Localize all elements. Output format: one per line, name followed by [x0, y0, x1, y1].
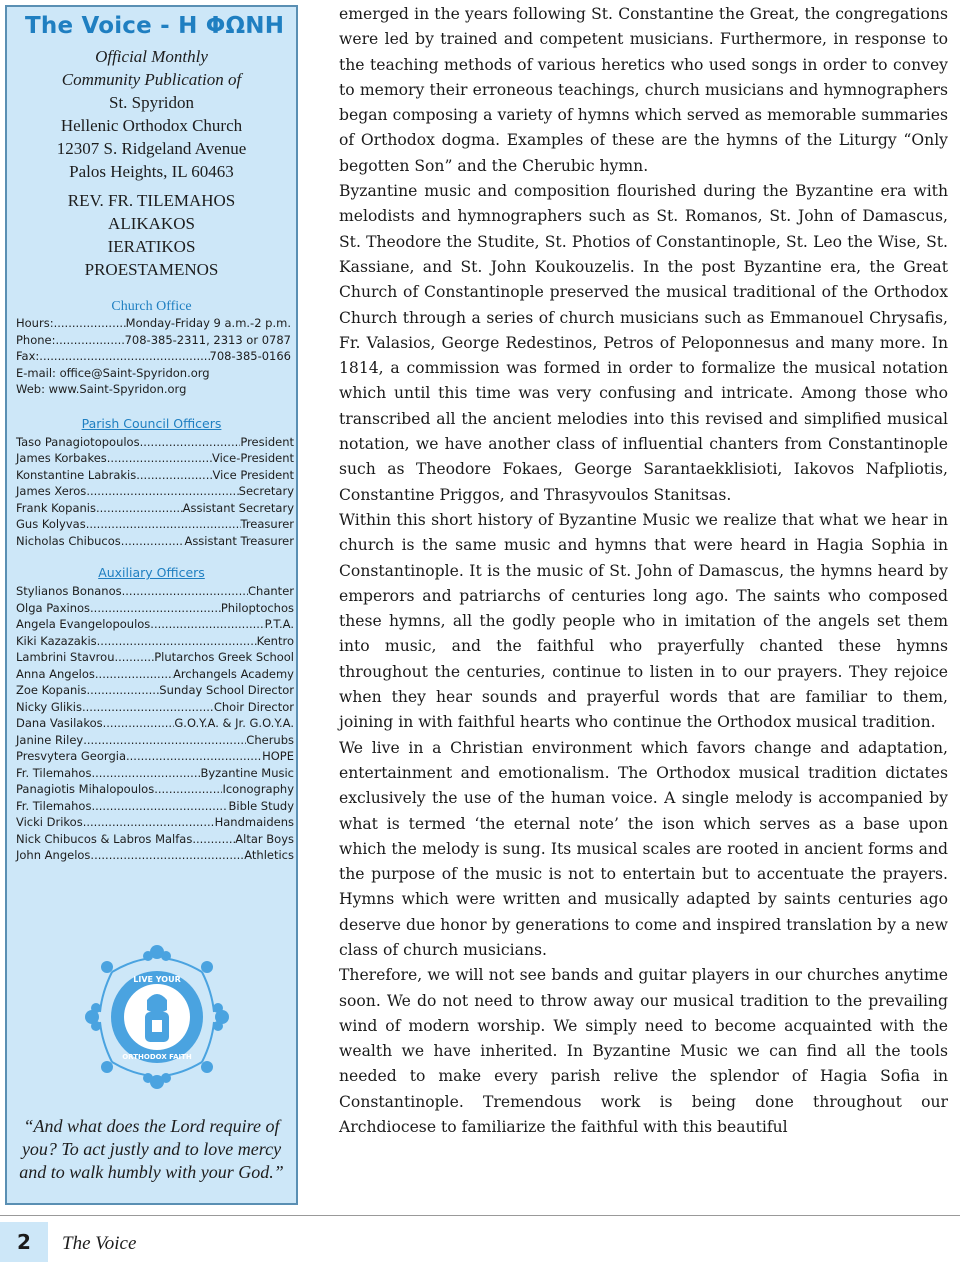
article-body [339, 2, 948, 1140]
article-paragraph: Within this short history of Byzantine Music we realize that what we hear in church is the same music and hymns that were heard in Hagia Sophia in Constantinople. It is the music of St. John of Damascus, the hymns heard by emperors and patriarchs of centuries long ago. The saints who composed these hymns, all the godly people who in imitation of the angels set them into music, and the faithful who prayerfully chanted these hymns throughout the centuries, continue to listen in to our prayers. They rejoice when they hear sounds and prayerful words that are familiar to them, joining in with faithful hearts who continue the Orthodox musical tradition. [339, 510, 948, 732]
leader-dots [136, 467, 212, 484]
publication-description [7, 45, 296, 91]
officer-row [16, 600, 294, 617]
address-line: 12307 S. Ridgeland Avenue [56, 139, 247, 158]
leader-dots [97, 633, 257, 650]
label: Fax: [16, 349, 40, 363]
officer-role: Choir Director [213, 699, 294, 714]
leader-dots [54, 315, 126, 332]
label: Phone: [16, 332, 56, 347]
officer-name: Frank Kopanis [16, 500, 96, 515]
officer-row [16, 732, 294, 749]
svg-text:ORTHODOX FAITH: ORTHODOX FAITH [122, 1053, 192, 1061]
officer-row [16, 748, 294, 765]
officer-role: Kentro [256, 633, 294, 648]
officer-role: Altar Boys [235, 831, 294, 846]
officer-name: Kiki Kazazakis [16, 633, 97, 648]
officer-role: Sunday School Director [159, 683, 294, 697]
page-number: 2 [0, 1222, 48, 1262]
council-list [7, 434, 296, 550]
article-paragraph: Therefore, we will not see bands and guitar players in our churches anytime soon. We do not need to throw away our musical tradition to the prevailing wind of modern worship. We simply need to become acquainted with the wealth we have inherited. In Byzantine Music we can find all the tools needed to make every parish relive the splendor of Hagia Sofia in Constantinople. Tremendous work is being done throughout our Archdiocese to familiarize the faithful with this beautiful [339, 966, 948, 1137]
officer-name: Presvytera Georgia [16, 749, 126, 763]
officer-row [16, 814, 294, 831]
officer-role: Vice President [212, 467, 294, 482]
officer-name: Nick Chibucos & Labros Malfas [16, 831, 193, 846]
officer-row [16, 483, 294, 500]
priest-line: IERATIKOS [107, 237, 196, 256]
office-email[interactable]: E-mail: office@Saint-Spyridon.org [16, 365, 210, 380]
publication-title: The Voice - Η ΦΩΝΗ [25, 13, 285, 39]
officer-name: Panagiotis Mihalopoulos [16, 782, 155, 796]
officer-row [16, 434, 294, 451]
office-phone [16, 332, 291, 349]
officer-role: HOPE [262, 749, 294, 763]
leader-dots [91, 798, 228, 815]
leader-dots [90, 600, 221, 617]
leader-dots [96, 500, 183, 517]
leader-dots [39, 348, 209, 365]
parish-council-heading: Parish Council Officers [81, 415, 222, 431]
leader-dots [56, 332, 125, 349]
leader-dots [121, 533, 185, 550]
publication-line: Community Publication of [61, 70, 242, 89]
priest-line: PROESTAMENOS [84, 260, 219, 279]
officer-role: Assistant Secretary [182, 500, 294, 515]
footer-divider [0, 1215, 960, 1216]
officer-role: Athletics [244, 848, 294, 862]
svg-text:LIVE YOUR: LIVE YOUR [133, 975, 181, 984]
scripture-quote: “And what does the Lord require of you? To act justly and to love mercy and to walk humbly with your God.” [19, 1116, 284, 1182]
officer-role: Chanter [248, 584, 294, 598]
leader-dots [103, 715, 175, 732]
leader-dots [83, 814, 215, 831]
officer-name: Vicki Drikos [16, 815, 83, 829]
officer-name: Dana Vasilakos [16, 716, 103, 730]
officer-name: Stylianos Bonanos [16, 584, 122, 598]
priest-line: REV. FR. TILEMAHOS [67, 191, 236, 210]
leader-dots [107, 450, 212, 467]
officer-row [16, 798, 294, 815]
officer-role: President [240, 434, 294, 449]
office-fax [16, 348, 291, 365]
church-address [7, 91, 296, 183]
leader-dots [126, 748, 262, 765]
leader-dots [150, 616, 264, 633]
officer-name: Olga Paxinos [16, 600, 91, 615]
officer-role: Philoptochos [220, 600, 294, 615]
leader-dots [83, 732, 246, 749]
leader-dots [91, 765, 200, 782]
officer-name: Fr. Tilemahos [16, 798, 92, 813]
officer-role: Archangels Academy [173, 666, 294, 681]
officer-name: Fr. Tilemahos [16, 765, 92, 780]
officer-name: James Xeros [16, 484, 87, 498]
leader-dots [82, 699, 214, 716]
value: Monday-Friday 9 a.m.-2 p.m. [125, 316, 291, 330]
officer-name: Zoe Kopanis [16, 683, 87, 697]
officer-name: Gus Kolyvas [16, 517, 86, 531]
officer-row [16, 533, 294, 550]
office-hours [16, 315, 291, 332]
officer-role: Assistant Treasurer [184, 533, 294, 548]
officer-name: Taso Panagiotopoulos [16, 434, 140, 449]
officer-role: Bible Study [228, 798, 294, 813]
publication-line: Official Monthly [95, 47, 208, 66]
auxiliary-list [7, 583, 296, 864]
church-office-heading: Church Office [111, 299, 192, 314]
leader-dots [86, 682, 159, 699]
officer-name: Lambrini Stavrou [16, 650, 115, 664]
officer-role: Treasurer [240, 517, 294, 531]
auxiliary-officers-heading: Auxiliary Officers [98, 565, 205, 580]
officer-role: Handmaidens [214, 815, 294, 829]
office-web[interactable]: Web: www.Saint-Spyridon.org [16, 382, 187, 396]
leader-dots [90, 847, 244, 864]
officer-role: Byzantine Music [200, 765, 294, 780]
footer-publication-title: The Voice [62, 1233, 137, 1254]
officer-row [16, 682, 294, 699]
officer-name: John Angelos [16, 848, 91, 862]
officer-name: James Korbakes [16, 451, 107, 465]
officer-name: Nicholas Chibucos [16, 533, 121, 548]
officer-row [16, 450, 294, 467]
leader-dots [140, 434, 241, 451]
officer-row [16, 699, 294, 716]
leader-dots [86, 516, 241, 533]
priest-line: ALIKAKOS [108, 214, 195, 233]
officer-role: Plutarchos Greek School [154, 650, 294, 664]
sidebar-panel [5, 5, 298, 1205]
leader-dots [192, 831, 235, 848]
officer-row [16, 831, 294, 848]
value: 708-385-0166 [209, 349, 291, 363]
officer-name: Angela Evangelopoulos [16, 617, 151, 631]
label: Hours: [16, 316, 54, 330]
officer-role: Vice-President [212, 451, 294, 465]
address-line: Hellenic Orthodox Church [60, 116, 243, 135]
article-paragraph: Byzantine music and composition flourished during the Byzantine era with melodists and hymnographers such as St. Romanos, St. John of Damascus, St. Theodore the Studite, St. Photios of Constantinople, St. Leo the Wise, St. Kassiane, and St. John Koukouzelis. In the post Byzantine era, the Great Church of Constantinople preserved the musical traditional of the Orthodox Church through a series of church musicians such as Emmanouel Chrysafis, Fr. Valasios, George Redestinos, Petros of Peloponnesus and many more. In 1814, a commission was formed in order to formalize the musical notation which until this time was very confusing and intricate. Among those who transcribed all the ancient melodies into this revised and simplified musical notation, we have another class of influential chanters from Constantinople such as Theodore Fokaes, George Sarantaekklisioti, Iakovos Nafpliotis, Constantine Priggos, and Thrasyvoulos Stanitsas. [339, 182, 948, 504]
officer-role: P.T.A. [264, 617, 294, 631]
leader-dots [114, 649, 154, 666]
officer-row [16, 649, 294, 666]
value: 708-385-2311, 2313 or 0787 [124, 332, 291, 347]
article-paragraph: emerged in the years following St. Constantine the Great, the congregations were led by trained and competent musicians. Furthermore, in response to the teaching methods of various heretics who used songs in order to convey to memory their erroneous teachings, church musicians and hymnographers began composing a variety of hymns which served as memorable summaries of Orthodox dogma. Examples of these are the hymns of the Liturgy “Only begotten Son” and the Cherubic hymn. [339, 5, 948, 175]
officer-role: Cherubs [246, 732, 294, 747]
officer-row [16, 616, 294, 633]
leader-dots [95, 666, 173, 683]
address-line: Palos Heights, IL 60463 [69, 162, 234, 181]
officer-row [16, 633, 294, 650]
officer-role: G.O.Y.A. & Jr. G.O.Y.A. [174, 716, 294, 730]
officer-row [16, 500, 294, 517]
officer-row [16, 467, 294, 484]
officer-role: Iconography [222, 782, 294, 796]
officer-row [16, 583, 294, 600]
article-paragraph: We live in a Christian environment which favors change and adaptation, entertainment and emotionalism. The Orthodox musical tradition dictates exclusively the use of the human voice. A single melody is accompanied by what is termed ‘the eternal note’ the ison which serves as a base upon which the melody is sung. Its musical scales are rooted in ancient forms and the purpose of the music is not to entertain but to accentuate the prayers. Hymns which were written and musically adapted by saints centuries ago deserve due honor by generations to come and inspired translation by a new class of church musicians. [339, 738, 948, 959]
orthodox-faith-logo [82, 942, 232, 1092]
officer-row [16, 847, 294, 864]
address-line: St. Spyridon [108, 93, 195, 112]
officer-name: Anna Angelos [16, 666, 95, 681]
officer-row [16, 781, 294, 798]
officer-row [16, 715, 294, 732]
leader-dots [122, 583, 248, 600]
leader-dots [86, 483, 238, 500]
officer-role: Secretary [238, 484, 294, 498]
officer-name: Nicky Glikis [16, 699, 82, 714]
leader-dots [154, 781, 222, 798]
priest-name [7, 189, 296, 281]
officer-row [16, 666, 294, 683]
officer-row [16, 516, 294, 533]
officer-row [16, 765, 294, 782]
officer-name: Konstantine Labrakis [16, 467, 137, 482]
officer-name: Janine Riley [16, 732, 84, 747]
